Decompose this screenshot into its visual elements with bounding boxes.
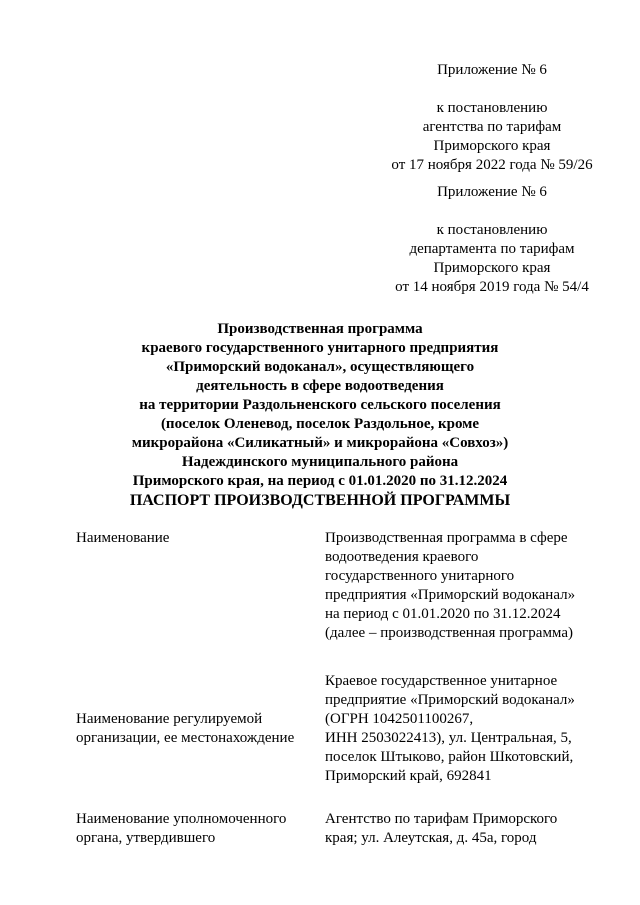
appendix-line: от 14 ноября 2019 года № 54/4 <box>395 279 589 295</box>
program-title <box>100 320 540 491</box>
row-value-line: водоотведения краевого <box>325 549 479 565</box>
appendix-line: к постановлению <box>436 222 548 238</box>
program-title-line: краевого государственного унитарного предприятия <box>141 340 499 356</box>
passport-row-label-authority <box>76 810 316 848</box>
program-title-line: (поселок Оленевод, поселок Раздольное, кроме <box>160 416 480 432</box>
passport-row-label-organization <box>76 710 316 748</box>
row-label-line: организации, ее местонахождение <box>76 730 295 746</box>
program-title-line: «Приморский водоканал», осуществляющего <box>165 359 475 375</box>
program-title-line: Приморского края, на период с 01.01.2020 по 31.12.2024 <box>132 473 508 489</box>
row-value-line: предприятия «Приморский водоканал» <box>325 587 576 603</box>
appendix-line: департамента по тарифам <box>409 241 575 257</box>
appendix-block-original <box>372 183 612 297</box>
passport-heading: ПАСПОРТ ПРОИЗВОДСТВЕННОЙ ПРОГРАММЫ <box>129 492 511 509</box>
appendix-title: Приложение № 6 <box>437 62 547 78</box>
row-label-line: Наименование уполномоченного <box>76 811 287 827</box>
appendix-line: Приморского края <box>433 138 551 154</box>
appendix-line: к постановлению <box>436 100 548 116</box>
row-value-line: государственного унитарного <box>325 568 515 584</box>
program-title-line: микрорайона «Силикатный» и микрорайона «Совхоз») <box>131 435 509 451</box>
row-value-line: (далее – производственная программа) <box>325 625 573 641</box>
appendix-block-current <box>372 61 612 175</box>
row-value-line: края; ул. Алеутская, д. 45а, город <box>325 830 537 846</box>
row-value-line: поселок Штыково, район Шкотовский, <box>325 749 574 765</box>
row-value-line: предприятие «Приморский водоканал» <box>325 692 575 708</box>
row-label-line: органа, утвердившего <box>76 830 216 846</box>
row-value-line: на период с 01.01.2020 по 31.12.2024 <box>325 606 561 622</box>
passport-row-value-authority <box>325 810 625 848</box>
row-label-line: Наименование <box>76 530 170 546</box>
appendix-title: Приложение № 6 <box>437 184 547 200</box>
program-title-line: деятельность в сфере водоотведения <box>196 378 444 394</box>
passport-row-label-name <box>76 529 316 548</box>
row-value-line: (ОГРН 1042501100267, <box>325 711 474 727</box>
appendix-line: Приморского края <box>433 260 551 276</box>
program-title-line: Производственная программа <box>217 321 423 337</box>
appendix-line: агентства по тарифам <box>422 119 562 135</box>
row-label-line: Наименование регулируемой <box>76 711 263 727</box>
program-title-line: Надеждинского муниципального района <box>181 454 459 470</box>
row-value-line: ИНН 2503022413), ул. Центральная, 5, <box>325 730 572 746</box>
row-value-line: Производственная программа в сфере <box>325 530 568 546</box>
appendix-line: от 17 ноября 2022 года № 59/26 <box>391 157 593 173</box>
row-value-line: Приморский край, 692841 <box>325 768 492 784</box>
row-value-line: Агентство по тарифам Приморского <box>325 811 558 827</box>
passport-row-value-organization <box>325 672 625 786</box>
program-title-line: на территории Раздольненского сельского поселения <box>139 397 501 413</box>
row-value-line: Краевое государственное унитарное <box>325 673 558 689</box>
passport-row-value-name <box>325 529 625 643</box>
